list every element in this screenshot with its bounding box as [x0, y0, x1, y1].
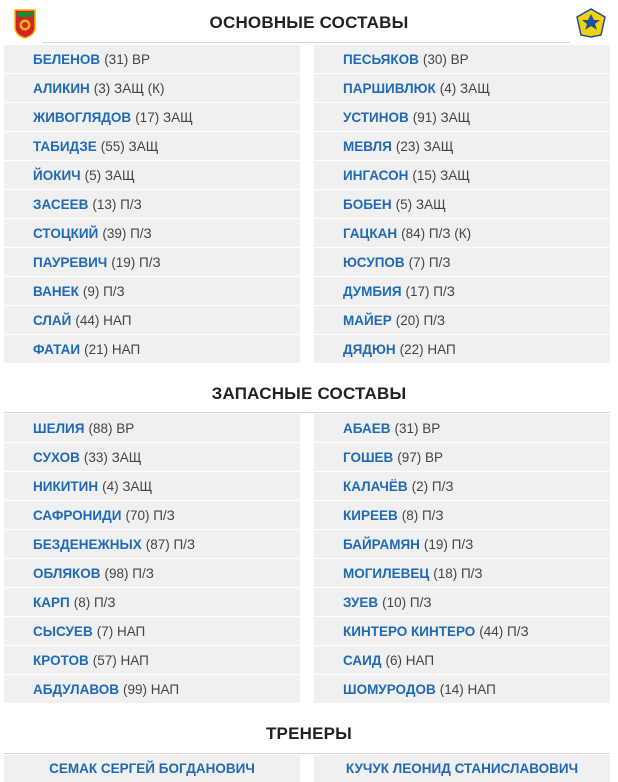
- player-row: [4, 443, 300, 471]
- player-name-link[interactable]: ТАБИДЗЕ: [33, 138, 97, 154]
- divider: [42, 42, 570, 43]
- player-name-link[interactable]: МЕВЛЯ: [343, 138, 392, 154]
- away-coach[interactable]: КУЧУК ЛЕОНИД СТАНИСЛАВОВИЧ: [314, 755, 610, 782]
- substitutes-home-list: [4, 414, 300, 704]
- player-row: [314, 74, 610, 102]
- divider: [4, 753, 610, 754]
- player-number-position: (97) ВР: [397, 449, 444, 465]
- player-number-position: (44) НАП: [75, 312, 132, 328]
- player-name-link[interactable]: САФРОНИДИ: [33, 507, 122, 523]
- player-number-position: (18) П/З: [433, 565, 483, 581]
- player-number-position: (13) П/З: [92, 196, 142, 212]
- player-row: [314, 277, 610, 305]
- player-number-position: (55) ЗАЩ: [100, 138, 159, 154]
- player-number-position: (57) НАП: [92, 652, 149, 668]
- player-row: [314, 248, 610, 276]
- player-row: [4, 132, 300, 160]
- player-name-link[interactable]: НИКИТИН: [33, 478, 99, 494]
- player-row: [4, 248, 300, 276]
- player-number-position: (31) ВР: [394, 420, 441, 436]
- player-row: [4, 588, 300, 616]
- starting-home-list: [4, 45, 300, 364]
- player-name-link[interactable]: МОГИЛЕВЕЦ: [343, 565, 430, 581]
- player-row: [4, 103, 300, 131]
- player-number-position: (39) П/З: [102, 225, 152, 241]
- player-number-position: (33) ЗАЩ: [83, 449, 142, 465]
- player-row: [314, 530, 610, 558]
- player-number-position: (20) П/З: [395, 312, 446, 328]
- player-name-link[interactable]: ЗУЕВ: [343, 594, 379, 610]
- player-number-position: (30) ВР: [422, 51, 469, 67]
- substitutes-away-list: [314, 414, 610, 704]
- player-number-position: (15) ЗАЩ: [412, 167, 470, 183]
- player-row: [4, 74, 300, 102]
- player-name-link[interactable]: ОБЛЯКОВ: [33, 565, 101, 581]
- player-number-position: (8) П/З: [73, 594, 116, 610]
- player-row: [314, 45, 610, 73]
- player-row: [4, 559, 300, 587]
- player-number-position: (84) П/З (К): [401, 225, 472, 241]
- player-number-position: (91) ЗАЩ: [412, 109, 471, 125]
- player-row: [4, 306, 300, 334]
- player-row: [4, 472, 300, 500]
- player-row: [314, 335, 610, 363]
- player-number-position: (4) ЗАЩ: [102, 478, 153, 494]
- player-name-link[interactable]: ЮСУПОВ: [343, 254, 405, 270]
- player-row: [314, 414, 610, 442]
- player-number-position: (23) ЗАЩ: [395, 138, 454, 154]
- player-row: [4, 277, 300, 305]
- player-name-link[interactable]: ЖИВОГЛЯДОВ: [33, 109, 132, 125]
- starting-lineups-title: ОСНОВНЫЕ СОСТАВЫ: [209, 13, 409, 32]
- player-name-link[interactable]: СТОЦКИЙ: [33, 225, 99, 241]
- player-number-position: (88) ВР: [88, 420, 135, 436]
- player-name-link[interactable]: АБАЕВ: [343, 420, 391, 436]
- player-number-position: (98) П/З: [104, 565, 154, 581]
- player-name-link[interactable]: АЛИКИН: [33, 80, 90, 96]
- player-name-link[interactable]: ЗАСЕЕВ: [33, 196, 89, 212]
- starting-away-list: [314, 45, 610, 364]
- divider: [4, 412, 610, 413]
- player-number-position: (3) ЗАЩ (К): [93, 80, 165, 96]
- player-name-link[interactable]: СЫСУЕВ: [33, 623, 93, 639]
- player-name-link[interactable]: ПАРШИВЛЮК: [343, 80, 436, 96]
- player-number-position: (9) П/З: [82, 283, 125, 299]
- player-row: [4, 45, 300, 73]
- player-name-link[interactable]: БОБЕН: [343, 196, 392, 212]
- player-name-link[interactable]: КРОТОВ: [33, 652, 89, 668]
- player-name-link[interactable]: АБДУЛАВОВ: [33, 681, 120, 697]
- player-row: [314, 190, 610, 218]
- player-name-link[interactable]: ПЕСЬЯКОВ: [343, 51, 419, 67]
- player-name-link[interactable]: БЕЗДЕНЕЖНЫХ: [33, 536, 142, 552]
- player-row: [314, 675, 610, 703]
- player-row: [4, 190, 300, 218]
- player-number-position: (22) НАП: [399, 341, 456, 357]
- player-name-link[interactable]: ФАТАИ: [33, 341, 81, 357]
- player-number-position: (5) ЗАЩ: [84, 167, 135, 183]
- player-number-position: (8) П/З: [401, 507, 444, 523]
- player-number-position: (70) П/З: [125, 507, 175, 523]
- player-name-link[interactable]: ГАЦКАН: [343, 225, 398, 241]
- player-row: [314, 306, 610, 334]
- player-name-link[interactable]: ПАУРЕВИЧ: [33, 254, 108, 270]
- player-name-link[interactable]: КИРЕЕВ: [343, 507, 398, 523]
- player-name-link[interactable]: УСТИНОВ: [343, 109, 409, 125]
- player-row: [4, 530, 300, 558]
- player-name-link[interactable]: БЕЛЕНОВ: [33, 51, 101, 67]
- player-name-link[interactable]: ШЕЛИЯ: [33, 420, 85, 436]
- player-number-position: (17) П/З: [405, 283, 455, 299]
- player-number-position: (21) НАП: [84, 341, 141, 357]
- player-name-link[interactable]: ДУМБИЯ: [343, 283, 402, 299]
- player-number-position: (5) ЗАЩ: [395, 196, 446, 212]
- player-row: [4, 219, 300, 247]
- player-number-position: (2) П/З: [411, 478, 454, 494]
- player-name-link[interactable]: КИНТЕРО КИНТЕРО: [343, 623, 476, 639]
- player-name-link[interactable]: СУХОВ: [33, 449, 80, 465]
- player-row: [4, 501, 300, 529]
- player-name-link[interactable]: ШОМУРОДОВ: [343, 681, 436, 697]
- home-coach[interactable]: СЕМАК СЕРГЕЙ БОГДАНОВИЧ: [4, 755, 300, 782]
- player-name-link[interactable]: ДЯДЮН: [343, 341, 396, 357]
- player-row: [314, 559, 610, 587]
- player-row: [314, 617, 610, 645]
- player-row: [314, 472, 610, 500]
- player-name-link[interactable]: ЙОКИЧ: [33, 167, 81, 183]
- coaches-title: ТРЕНЕРЫ: [265, 724, 353, 743]
- player-name-link[interactable]: МАЙЕР: [343, 312, 392, 328]
- player-name-link[interactable]: ИНГАСОН: [343, 167, 409, 183]
- player-number-position: (19) П/З: [423, 536, 474, 552]
- player-number-position: (14) НАП: [439, 681, 496, 697]
- player-number-position: (31) ВР: [104, 51, 150, 67]
- player-name-link[interactable]: КАРП: [33, 594, 70, 610]
- player-name-link[interactable]: ВАНЕК: [33, 283, 79, 299]
- player-name-link[interactable]: СЛАЙ: [33, 312, 72, 328]
- player-row: [314, 588, 610, 616]
- player-row: [314, 161, 610, 189]
- player-name-link[interactable]: КАЛАЧЁВ: [343, 478, 408, 494]
- player-number-position: (4) ЗАЩ: [439, 80, 490, 96]
- player-number-position: (99) НАП: [123, 681, 180, 697]
- player-number-position: (10) П/З: [382, 594, 432, 610]
- player-row: [4, 675, 300, 703]
- player-number-position: (7) НАП: [96, 623, 146, 639]
- substitutes-title: ЗАПАСНЫЕ СОСТАВЫ: [211, 384, 407, 403]
- player-name-link[interactable]: ГОШЕВ: [343, 449, 394, 465]
- player-row: [314, 443, 610, 471]
- player-name-link[interactable]: БАЙРАМЯН: [343, 536, 420, 552]
- player-number-position: (44) П/З: [479, 623, 529, 639]
- player-row: [314, 646, 610, 674]
- player-number-position: (6) НАП: [385, 652, 435, 668]
- player-row: [314, 103, 610, 131]
- player-row: [314, 132, 610, 160]
- player-row: [4, 414, 300, 442]
- player-number-position: (7) П/З: [408, 254, 451, 270]
- player-row: [4, 646, 300, 674]
- player-name-link[interactable]: САИД: [343, 652, 382, 668]
- player-row: [4, 161, 300, 189]
- player-number-position: (17) ЗАЩ: [135, 109, 193, 125]
- player-row: [4, 617, 300, 645]
- player-number-position: (19) П/З: [111, 254, 161, 270]
- player-row: [4, 335, 300, 363]
- player-row: [314, 219, 610, 247]
- player-number-position: (87) П/З: [145, 536, 196, 552]
- player-row: [314, 501, 610, 529]
